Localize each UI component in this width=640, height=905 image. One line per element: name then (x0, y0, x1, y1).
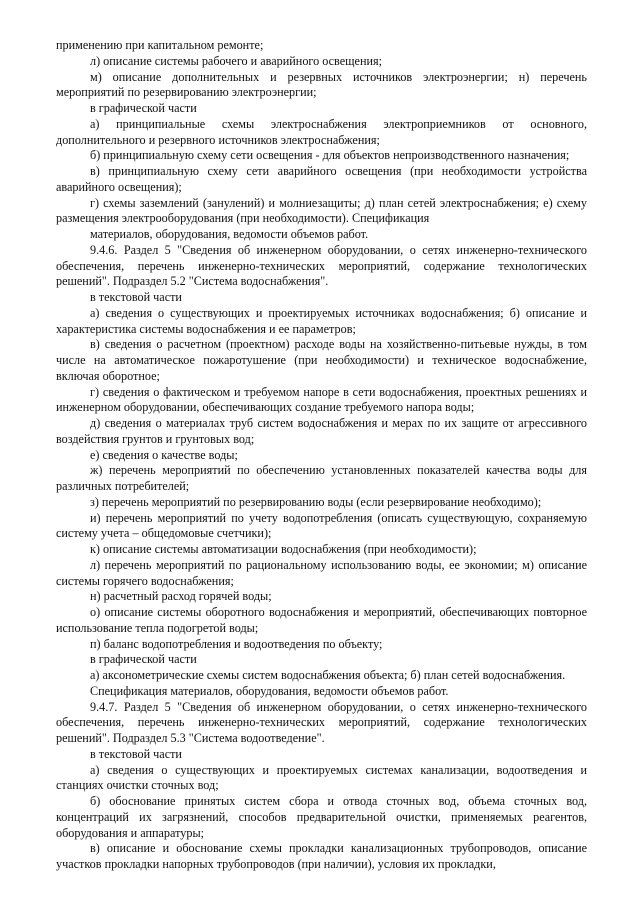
document-paragraph: Спецификация материалов, оборудования, ведомости объемов работ. (90, 683, 449, 698)
document-paragraph: в) принципиальную схему сети аварийного освещения (при необходимости устройства аварийного освещения); (56, 164, 587, 194)
document-paragraph: и) перечень мероприятий по учету водопотребления (описать существующую, сохраняемую систему учета – общедомовые счетчики); (56, 510, 587, 541)
document-paragraph: м) описание дополнительных и резервных источников электроэнергии; н) перечень мероприятий по резервированию электроэнергии; (56, 69, 587, 100)
document-paragraph: д) сведения о материалах труб систем водоснабжения и мерах по их защите от агрессивного воздействия грунтов и грунтовых вод; (56, 416, 587, 446)
document-paragraph: л) перечень мероприятий по рациональному использованию воды, ее экономии; м) описание системы горячего водоснабжения; (56, 557, 587, 588)
document-paragraph: а) аксонометрические схемы систем водоснабжения объекта; б) план сетей водоснабжения. (90, 668, 566, 682)
document-paragraph: е) сведения о качестве воды; (90, 447, 238, 462)
document-paragraph: в текстовой части (90, 290, 182, 304)
document-paragraph: г) схемы заземлений (занулений) и молниезащиты; д) план сетей электроснабжения; е) схему размещения электрооборудования (при необходимости). Спецификация (56, 195, 587, 226)
document-paragraph: к) описание системы автоматизации водоснабжения (при необходимости); (90, 542, 477, 556)
document-paragraph: в) описание и обоснование схемы прокладки канализационных трубопроводов, описание участков прокладки напорных трубопроводов (при наличии), условия их прокладки, (56, 841, 587, 871)
document-paragraph: материалов, оборудования, ведомости объемов работ. (90, 227, 369, 241)
document-paragraph: г) сведения о фактическом и требуемом напоре в сети водоснабжения, проектных решениях и инженерном оборудовании, обеспечивающих создание требуемого напора воды; (56, 384, 587, 415)
document-paragraph: 9.4.7. Раздел 5 "Сведения об инженерном оборудовании, о сетях инженерно-технического обеспечения, перечень инженерно-технических мероприятий, содержание технологических решений". Подраздел 5.3 "Система водоотведение". (56, 699, 587, 745)
document-paragraph: з) перечень мероприятий по резервированию воды (если резервирование необходимо); (90, 494, 542, 509)
document-paragraph: в) сведения о расчетном (проектном) расходе воды на хозяйственно-питьевые нужды, в том числе на автоматическое пожаротушение (при необходимости) и техническое водоснабжение, включая оборотное; (56, 337, 587, 383)
document-paragraph: а) принципиальные схемы электроснабжения электроприемников от основного, дополнительного и резервного источников электроснабжения; (56, 116, 587, 147)
document-paragraph: а) сведения о существующих и проектируемых системах канализации, водоотведения и станциях очистки сточных вод; (56, 762, 587, 793)
document-paragraph: о) описание системы оборотного водоснабжения и мероприятий, обеспечивающих повторное использование тепла подогретой воды; (56, 605, 587, 635)
document-paragraph: ж) перечень мероприятий по обеспечению установленных показателей качества воды для различных потребителей; (56, 463, 587, 493)
document-paragraph: н) расчетный расход горячей воды; (90, 589, 272, 604)
document-paragraph: а) сведения о существующих и проектируемых источниках водоснабжения; б) описание и характеристика системы водоснабжения и ее параметров; (56, 305, 587, 336)
document-paragraph: 9.4.6. Раздел 5 "Сведения об инженерном оборудовании, о сетях инженерно-технического обеспечения, перечень инженерно-технических мероприятий, содержание технологических решений". Подраздел 5.2 "Система водоснабжения". (56, 242, 587, 289)
document-paragraph: применению при капитальном ремонте; (56, 38, 264, 52)
document-paragraph: в текстовой части (90, 746, 182, 761)
document-body (56, 38, 587, 873)
document-paragraph: в графической части (90, 652, 197, 667)
document-paragraph: б) обоснование принятых систем сбора и отвода сточных вод, объема сточных вод, концентраций их загрязнений, способов предварительной очистки, применяемых реагентов, оборудования и аппаратуры; (56, 794, 587, 840)
document-paragraph: л) описание системы рабочего и аварийного освещения; (90, 53, 382, 68)
document-paragraph: в графической части (90, 101, 197, 115)
document-paragraph: п) баланс водопотребления и водоотведения по объекту; (90, 636, 383, 651)
document-paragraph: б) принципиальную схему сети освещения - для объектов непроизводственного назначения; (90, 148, 570, 163)
